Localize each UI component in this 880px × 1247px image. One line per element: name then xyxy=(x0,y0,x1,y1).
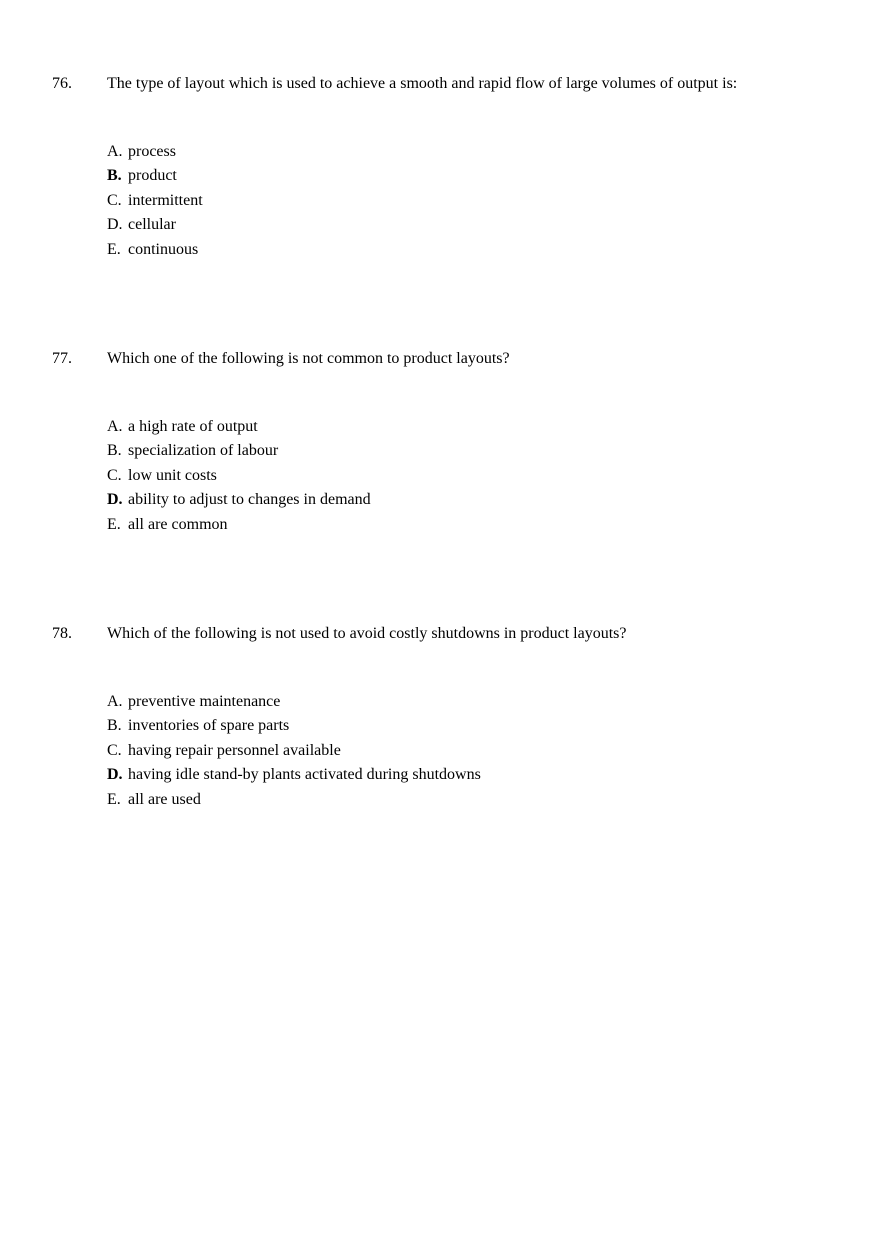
option-letter: C. xyxy=(107,466,122,484)
question-header xyxy=(52,623,852,645)
question-text: The type of layout which is used to achieve a smooth and rapid flow of large volumes of output is: xyxy=(107,75,738,92)
option-text: cellular xyxy=(128,216,176,234)
option-text: having idle stand-by plants activated during shutdowns xyxy=(128,766,481,784)
option-letter: B. xyxy=(107,717,122,735)
option-text: a high rate of output xyxy=(128,418,258,435)
option-text: all are common xyxy=(128,515,228,533)
option-e xyxy=(107,513,371,537)
option-e xyxy=(107,238,203,262)
option-b xyxy=(107,714,481,738)
option-d xyxy=(107,213,203,237)
option-text: having repair personnel available xyxy=(128,741,341,759)
question-header xyxy=(52,73,852,95)
question-number: 77. xyxy=(52,350,72,367)
option-text: product xyxy=(128,167,177,185)
option-text: ability to adjust to changes in demand xyxy=(128,491,371,509)
question-76 xyxy=(52,73,852,258)
question-78 xyxy=(52,623,852,808)
question-text: Which of the following is not used to avoid costly shutdowns in product layouts? xyxy=(107,625,627,642)
option-text: process xyxy=(128,143,176,160)
answer-options xyxy=(107,690,481,812)
option-text: inventories of spare parts xyxy=(128,717,290,735)
option-b xyxy=(107,439,371,463)
option-letter: B. xyxy=(107,442,122,460)
option-a xyxy=(107,415,371,439)
option-letter: A. xyxy=(107,693,123,710)
question-number: 78. xyxy=(52,625,72,642)
option-letter: A. xyxy=(107,418,123,435)
option-d-correct xyxy=(107,763,481,787)
option-letter: D. xyxy=(107,766,123,784)
question-text: Which one of the following is not common to product layouts? xyxy=(107,350,510,367)
option-letter: D. xyxy=(107,491,123,509)
option-text: all are used xyxy=(128,790,201,808)
option-a xyxy=(107,140,203,164)
option-letter: A. xyxy=(107,143,123,160)
option-c xyxy=(107,189,203,213)
question-77 xyxy=(52,348,852,533)
option-letter: E. xyxy=(107,515,121,533)
option-a xyxy=(107,690,481,714)
option-letter: D. xyxy=(107,216,123,234)
option-text: low unit costs xyxy=(128,466,217,484)
option-text: intermittent xyxy=(128,191,203,209)
option-c xyxy=(107,739,481,763)
option-d-correct xyxy=(107,488,371,512)
option-letter: B. xyxy=(107,167,122,185)
question-header xyxy=(52,348,852,370)
option-b-correct xyxy=(107,164,203,188)
answer-options xyxy=(107,140,203,262)
question-number: 76. xyxy=(52,75,72,92)
option-text: preventive maintenance xyxy=(128,693,281,710)
option-c xyxy=(107,464,371,488)
option-e xyxy=(107,788,481,812)
option-letter: C. xyxy=(107,191,122,209)
answer-options xyxy=(107,415,371,537)
option-text: specialization of labour xyxy=(128,442,279,460)
option-letter: C. xyxy=(107,741,122,759)
option-letter: E. xyxy=(107,240,121,258)
option-text: continuous xyxy=(128,240,199,258)
option-letter: E. xyxy=(107,790,121,808)
